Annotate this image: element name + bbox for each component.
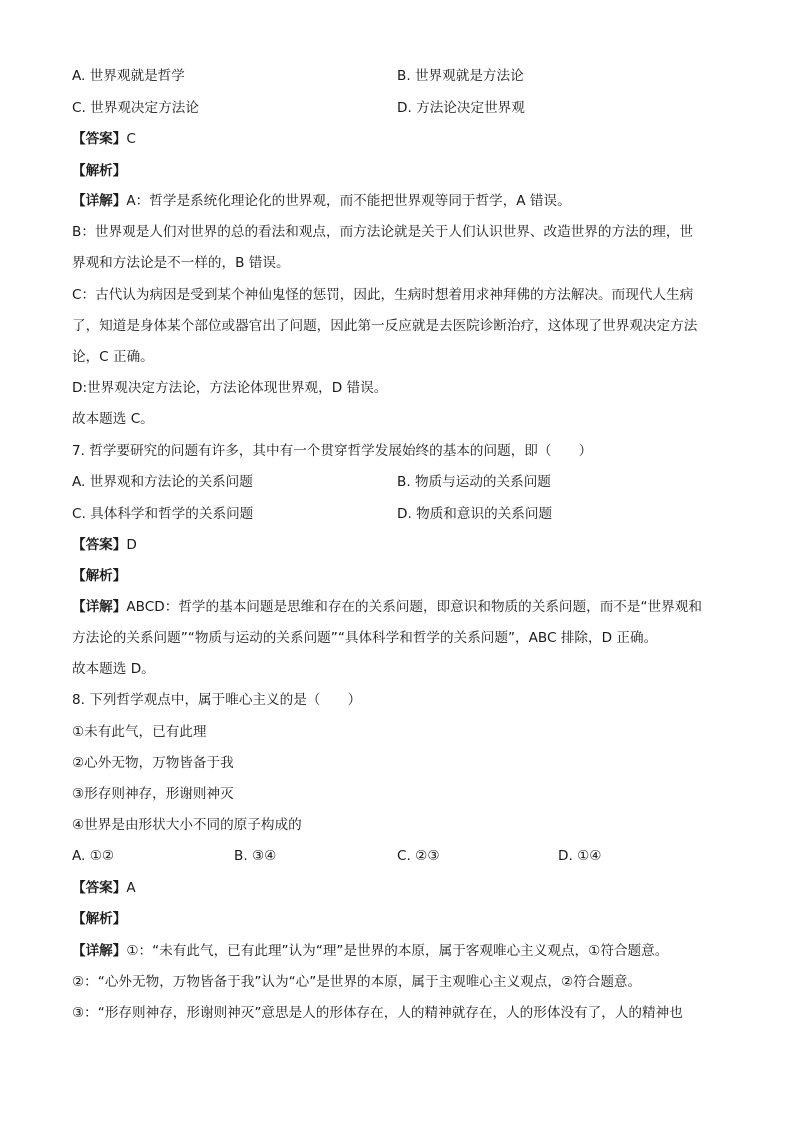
q6-detail-line xyxy=(72,191,571,211)
q6-detail-line: 论，C 正确。 xyxy=(72,349,154,365)
q7-option-c: C. 具体科学和哲学的关系问题 xyxy=(72,506,254,522)
q8-answer xyxy=(72,878,136,898)
answer-value: A xyxy=(126,880,136,896)
answer-tag: 【答案】 xyxy=(72,880,127,896)
detail-text: A：哲学是系统化理论化的世界观，而不能把世界观等同于哲学，A 错误。 xyxy=(126,193,571,209)
q6-analysis-tag xyxy=(72,161,126,181)
q8-item: ①未有此气，已有此理 xyxy=(72,724,207,740)
analysis-tag: 【解析】 xyxy=(72,163,127,179)
q8-item: ④世界是由形状大小不同的原子构成的 xyxy=(72,817,302,833)
q8-item: ②心外无物，万物皆备于我 xyxy=(72,755,234,771)
detail-tag: 【详解】 xyxy=(72,943,127,959)
detail-text: ABCD：哲学的基本问题是思维和存在的关系问题，即意识和物质的关系问题，而不是“世界观和 xyxy=(126,599,702,615)
q7-option-d: D. 物质和意识的关系问题 xyxy=(397,506,553,522)
q7-answer xyxy=(72,535,137,555)
detail-text: ①：“未有此气，已有此理”认为“理”是世界的本原，属于客观唯心主义观点，①符合题意。 xyxy=(126,943,669,959)
q7-analysis-tag xyxy=(72,566,126,586)
q6-option-c: C. 世界观决定方法论 xyxy=(72,100,199,116)
q7-conclusion: 故本题选 D。 xyxy=(72,661,155,677)
q8-analysis-tag xyxy=(72,909,126,929)
analysis-tag: 【解析】 xyxy=(72,568,127,584)
q7-option-b: B. 物质与运动的关系问题 xyxy=(397,474,551,490)
q6-option-d: D. 方法论决定世界观 xyxy=(397,100,525,116)
q6-detail-line: 界观和方法论是不一样的，B 错误。 xyxy=(72,255,290,271)
q8-detail-line: ②：“心外无物，万物皆备于我”认为“心”是世界的本原，属于主观唯心主义观点，②符合题意。 xyxy=(72,974,642,990)
answer-tag: 【答案】 xyxy=(72,537,127,553)
q8-option-a: A. ①② xyxy=(72,848,115,864)
q7-option-a: A. 世界观和方法论的关系问题 xyxy=(72,474,253,490)
q8-option-b: B. ③④ xyxy=(234,848,277,864)
q6-detail-line: 了，知道是身体某个部位或器官出了问题，因此第一反应就是去医院诊断治疗，这体现了世界观决定方法 xyxy=(72,318,698,334)
q6-answer xyxy=(72,129,136,149)
detail-tag: 【详解】 xyxy=(72,599,127,615)
analysis-tag: 【解析】 xyxy=(72,911,127,927)
answer-tag: 【答案】 xyxy=(72,131,127,147)
q6-detail-line: C：古代认为病因是受到某个神仙鬼怪的惩罚，因此，生病时想着用求神拜佛的方法解决。而现代人生病 xyxy=(72,287,694,303)
q8-stem: 8. 下列哲学观点中，属于唯心主义的是（ ） xyxy=(72,692,362,708)
q8-detail-line: ③：“形存则神存，形谢则神灭”意思是人的形体存在，人的精神就存在，人的形体没有了，人的精神也 xyxy=(72,1005,683,1021)
q8-option-c: C. ②③ xyxy=(397,848,440,864)
q8-item: ③形存则神存，形谢则神灭 xyxy=(72,786,234,802)
q6-option-a: A. 世界观就是哲学 xyxy=(72,68,185,84)
q6-conclusion: 故本题选 C。 xyxy=(72,411,154,427)
q7-detail-line xyxy=(72,597,702,617)
answer-value: C xyxy=(126,131,136,147)
q8-detail-line xyxy=(72,941,668,961)
q7-stem: 7. 哲学要研究的问题有许多，其中有一个贯穿哲学发展始终的基本的问题，即（ ） xyxy=(72,443,593,459)
q6-detail-line: B：世界观是人们对世界的总的看法和观点，而方法论就是关于人们认识世界、改造世界的方法的理，世 xyxy=(72,224,694,240)
answer-value: D xyxy=(126,537,137,553)
detail-tag: 【详解】 xyxy=(72,193,127,209)
q6-detail-line: D:世界观决定方法论，方法论体现世界观，D 错误。 xyxy=(72,380,388,396)
q8-option-d: D. ①④ xyxy=(558,848,602,864)
q6-option-b: B. 世界观就是方法论 xyxy=(397,68,524,84)
q7-detail-line: 方法论的关系问题”“物质与运动的关系问题”“具体科学和哲学的关系问题”，ABC 排除，D 正确。 xyxy=(72,630,658,646)
